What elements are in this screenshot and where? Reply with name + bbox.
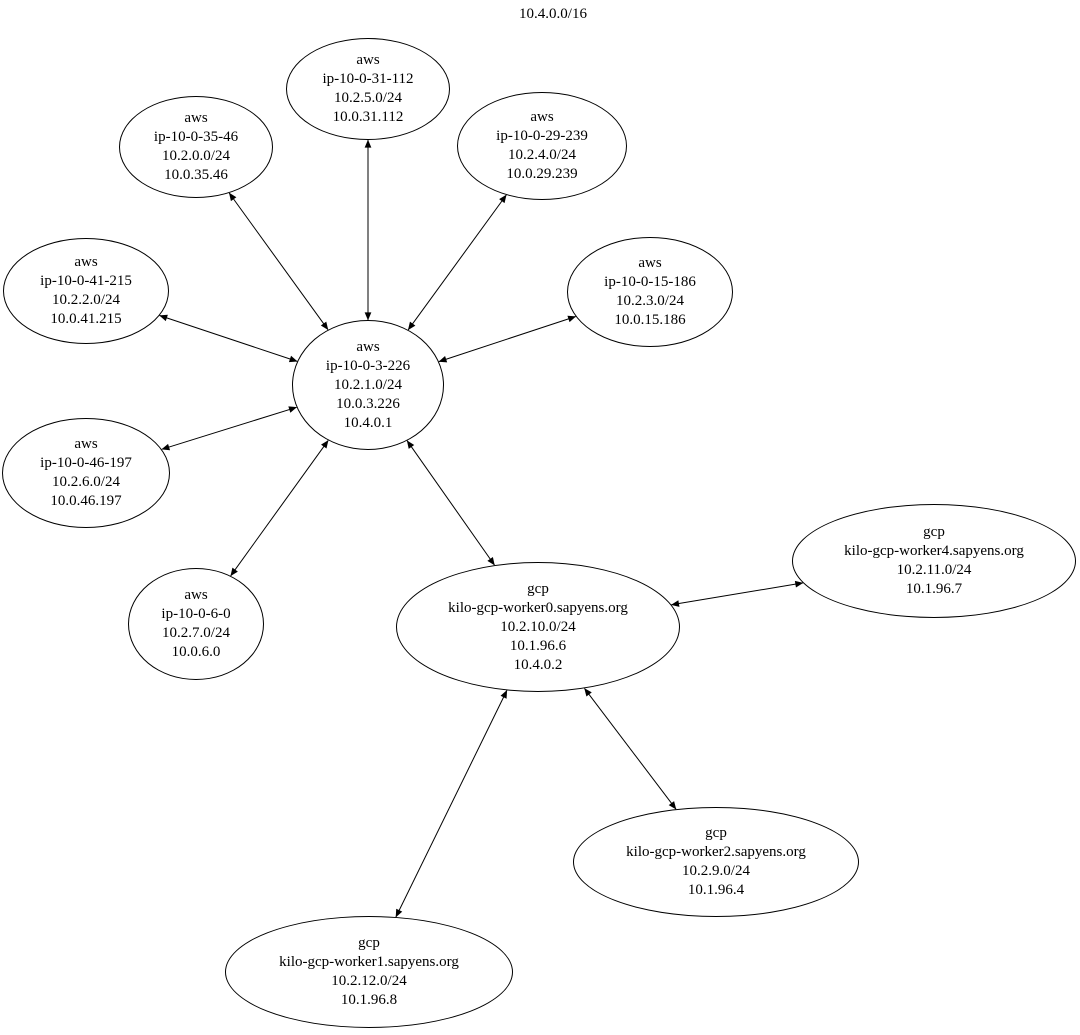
node-label [40, 435, 132, 511]
node-hostname: ip-10-0-35-46 [153, 129, 239, 145]
edge-kilo-gcp-worker0.sapyens.org--kilo-gcp-worker4.sapyens.org [671, 583, 803, 605]
node-subnet: 10.2.3.0/24 [616, 293, 684, 309]
node-tunnel-ip: 10.4.0.2 [513, 656, 563, 673]
node-hostname: kilo-gcp-worker4.sapyens.org [844, 543, 1024, 559]
node-ip: 10.0.3.226 [336, 395, 400, 412]
node-kilo-gcp-worker2.sapyens.org [573, 807, 859, 917]
node-provider: gcp [705, 825, 727, 841]
node-ip: 10.0.35.46 [164, 167, 228, 183]
edge-ip-10-0-3-226--ip-10-0-46-197 [162, 407, 297, 449]
node-provider: gcp [358, 935, 380, 951]
node-kilo-gcp-worker0.sapyens.org [396, 562, 680, 692]
node-ip: 10.0.29.239 [506, 166, 578, 182]
node-provider: gcp [527, 580, 549, 597]
node-subnet: 10.2.4.0/24 [508, 147, 576, 163]
node-subnet: 10.2.6.0/24 [52, 474, 120, 490]
edge-kilo-gcp-worker0.sapyens.org--kilo-gcp-worker1.sapyens.org [396, 690, 507, 917]
node-provider: aws [74, 436, 98, 452]
node-ip-10-0-35-46 [119, 96, 273, 198]
node-ip: 10.0.15.186 [614, 312, 686, 328]
node-label [326, 338, 410, 433]
node-subnet: 10.2.7.0/24 [162, 625, 230, 641]
node-ip-10-0-46-197 [2, 418, 170, 528]
node-subnet: 10.2.0.0/24 [162, 148, 230, 164]
node-provider: aws [638, 255, 662, 271]
node-ip: 10.0.41.215 [50, 311, 122, 327]
node-label [279, 934, 459, 1010]
node-label [626, 824, 806, 900]
node-ip: 10.1.96.7 [905, 581, 963, 597]
node-ip-10-0-41-215 [3, 238, 169, 344]
graph-title: 10.4.0.0/16 [519, 6, 587, 22]
node-subnet: 10.2.11.0/24 [896, 562, 972, 578]
node-provider: gcp [923, 524, 945, 540]
node-tunnel-ip: 10.4.0.1 [343, 414, 393, 431]
node-hostname: ip-10-0-6-0 [161, 606, 231, 622]
node-subnet: 10.2.1.0/24 [334, 376, 402, 393]
node-provider: aws [530, 109, 554, 125]
node-hostname: ip-10-0-15-186 [604, 274, 696, 290]
node-label [448, 580, 628, 675]
edge-ip-10-0-3-226--ip-10-0-35-46 [229, 193, 328, 330]
node-label [844, 523, 1024, 599]
node-provider: aws [356, 338, 380, 355]
node-provider: aws [356, 52, 380, 68]
node-kilo-gcp-worker1.sapyens.org [225, 916, 513, 1028]
node-provider: aws [184, 110, 208, 126]
node-hostname: ip-10-0-46-197 [40, 455, 132, 471]
node-ip: 10.1.96.8 [340, 992, 398, 1008]
node-hostname: kilo-gcp-worker1.sapyens.org [279, 954, 459, 970]
node-ip-10-0-3-226 [292, 320, 444, 450]
node-ip: 10.0.46.197 [50, 493, 122, 509]
edge-ip-10-0-3-226--ip-10-0-41-215 [160, 316, 298, 362]
node-ip: 10.1.96.6 [509, 637, 567, 654]
node-hostname: ip-10-0-31-112 [322, 71, 414, 87]
node-kilo-gcp-worker4.sapyens.org [792, 504, 1076, 618]
node-hostname: ip-10-0-29-239 [496, 128, 588, 144]
node-subnet: 10.2.10.0/24 [500, 618, 576, 635]
node-label [322, 51, 413, 127]
edge-ip-10-0-3-226--ip-10-0-15-186 [439, 317, 576, 362]
node-label [154, 109, 238, 185]
node-hostname: ip-10-0-41-215 [40, 273, 132, 289]
node-provider: aws [184, 587, 208, 603]
node-ip-10-0-15-186 [567, 237, 733, 347]
edge-ip-10-0-3-226--ip-10-0-29-239 [408, 195, 506, 330]
node-hostname: ip-10-0-3-226 [325, 357, 411, 374]
node-ip: 10.1.96.4 [687, 882, 745, 898]
edge-ip-10-0-3-226--kilo-gcp-worker0.sapyens.org [407, 441, 494, 565]
node-label [40, 253, 132, 329]
node-subnet: 10.2.12.0/24 [331, 973, 407, 989]
node-subnet: 10.2.5.0/24 [334, 90, 402, 106]
node-hostname: kilo-gcp-worker2.sapyens.org [626, 844, 806, 860]
node-label [496, 108, 588, 184]
node-ip-10-0-31-112 [286, 38, 450, 140]
node-ip: 10.0.6.0 [171, 644, 221, 660]
node-subnet: 10.2.2.0/24 [52, 292, 120, 308]
node-label [604, 254, 696, 330]
node-ip-10-0-29-239 [457, 92, 627, 200]
node-provider: aws [74, 254, 98, 270]
node-hostname: kilo-gcp-worker0.sapyens.org [448, 599, 628, 616]
node-ip: 10.0.31.112 [332, 109, 404, 125]
edge-kilo-gcp-worker0.sapyens.org--kilo-gcp-worker2.sapyens.org [585, 688, 677, 809]
node-label [161, 586, 230, 662]
node-subnet: 10.2.9.0/24 [682, 863, 750, 879]
node-ip-10-0-6-0 [128, 568, 264, 680]
edge-ip-10-0-3-226--ip-10-0-6-0 [231, 440, 329, 575]
